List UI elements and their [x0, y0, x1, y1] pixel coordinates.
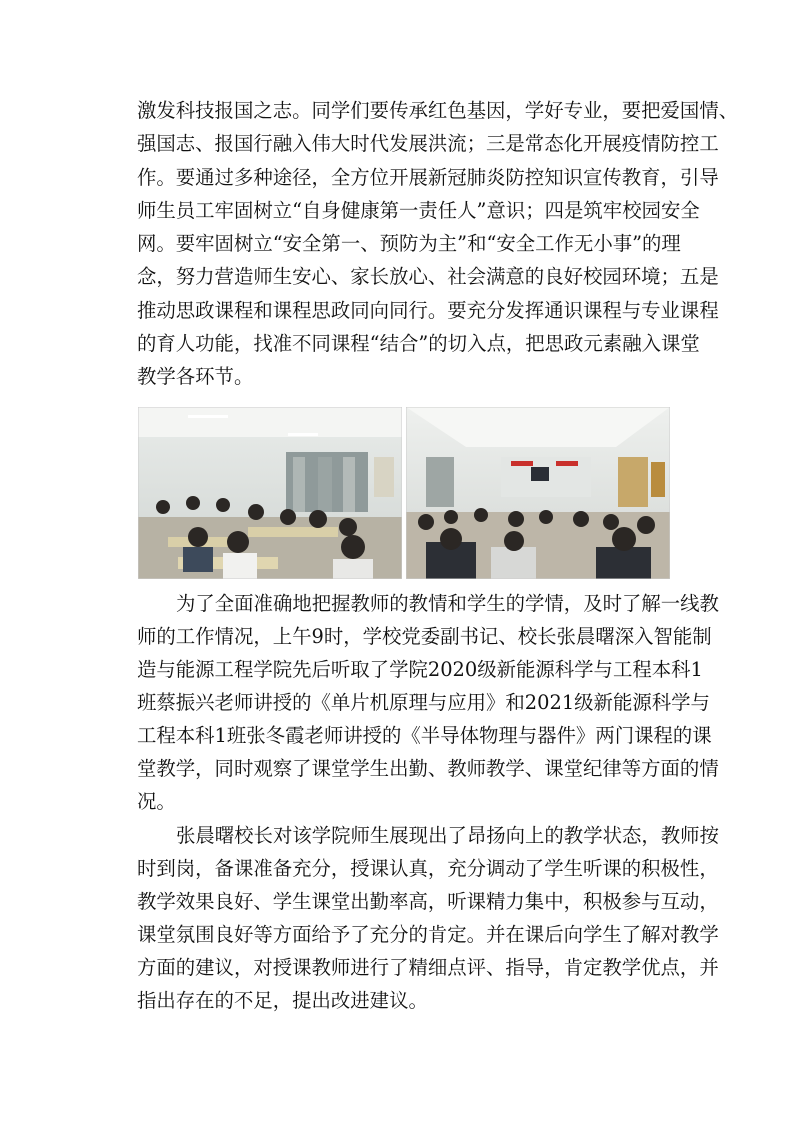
text-line: 激发科技报国之志。同学们要传承红色基因，学好专业，要把爱国情、 — [137, 99, 739, 122]
classroom-photo-right — [406, 407, 670, 579]
text-line: 教学效果良好、学生课堂出勤率高，听课精力集中，积极参与互动， — [137, 890, 719, 913]
text-line: 方面的建议，对授课教师进行了精细点评、指导，肯定教学优点，并 — [137, 956, 719, 979]
text-line: 网。要牢固树立“安全第一、预防为主”和“安全工作无小事”的理 — [137, 232, 681, 255]
text-line: 课堂氛围良好等方面给予了充分的肯定。并在课后向学生了解对教学 — [137, 923, 719, 946]
text-line: 作。要通过多种途径，全方位开展新冠肺炎防控知识宣传教育，引导 — [137, 166, 719, 189]
classroom-photo-left — [138, 407, 402, 579]
text-line: 推动思政课程和课程思政同向同行。要充分发挥通识课程与专业课程 — [137, 299, 719, 322]
text-line: 堂教学，同时观察了课堂学生出勤、教师教学、课堂纪律等方面的情 — [137, 757, 719, 780]
text-line: 的育人功能，找准不同课程“结合”的切入点，把思政元素融入课堂 — [137, 332, 700, 355]
text-line: 强国志、报国行融入伟大时代发展洪流；三是常态化开展疫情防控工 — [137, 132, 719, 155]
text-line: 张晨曙校长对该学院师生展现出了昂扬向上的教学状态，教师按 — [176, 824, 719, 847]
text-line: 工程本科1班张冬霞老师讲授的《半导体物理与器件》两门课程的课 — [137, 724, 712, 747]
paragraph-1 — [137, 96, 739, 388]
text-line: 时到岗，备课准备充分，授课认真，充分调动了学生听课的积极性， — [137, 857, 719, 880]
paragraph-2 — [137, 589, 719, 813]
classroom-photos — [138, 407, 670, 579]
text-line: 师生员工牢固树立“自身健康第一责任人”意识；四是筑牢校园安全 — [137, 199, 700, 222]
text-line: 指出存在的不足，提出改进建议。 — [137, 989, 428, 1012]
text-line: 况。 — [137, 790, 176, 813]
text-line: 为了全面准确地把握教师的教情和学生的学情，及时了解一线教 — [176, 592, 719, 615]
text-line: 师的工作情况，上午9时，学校党委副书记、校长张晨曙深入智能制 — [137, 625, 712, 648]
paragraph-3 — [137, 821, 719, 1021]
text-line: 教学各环节。 — [137, 365, 254, 388]
text-line: 班蔡振兴老师讲授的《单片机原理与应用》和2021级新能源科学与 — [137, 691, 710, 714]
text-line: 念，努力营造师生安心、家长放心、社会满意的良好校园环境；五是 — [137, 265, 719, 288]
text-line: 造与能源工程学院先后听取了学院2020级新能源科学与工程本科1 — [137, 658, 703, 681]
